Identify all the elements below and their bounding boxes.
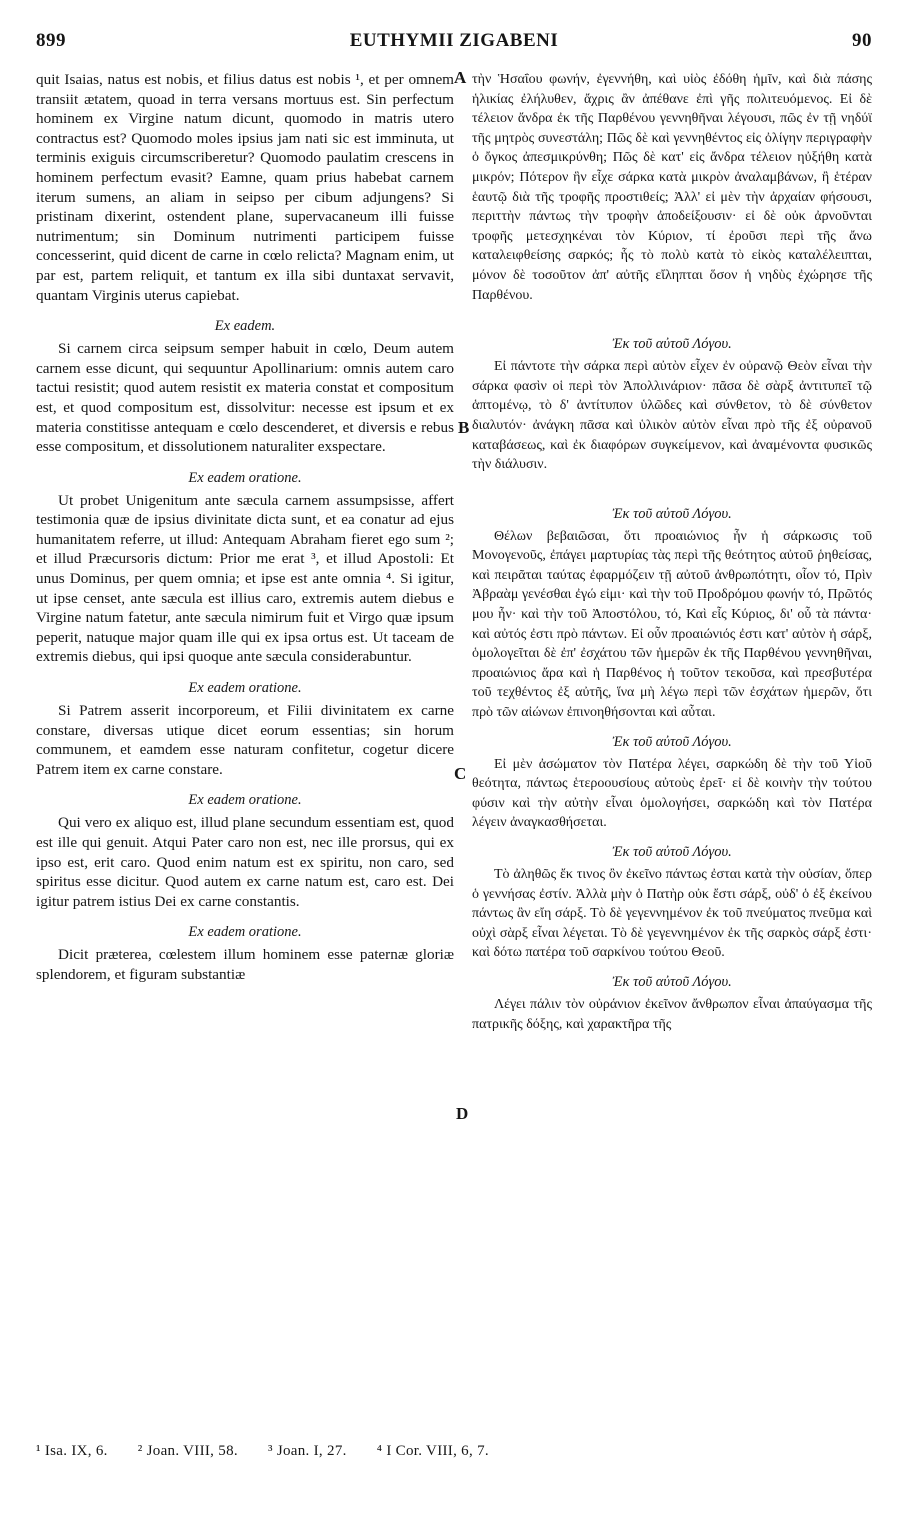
greek-section-heading: Ἐκ τοῦ αὐτοῦ Λόγου. bbox=[612, 973, 732, 990]
latin-paragraph: Qui vero ex aliquo est, illud plane secundum essentiam est, quod est ille qui genuit. Atqui Pater caro non est, nec ille prorsus, qui ex ipso est, erit caro. Quod enim natum est ex spiritu, non caro, sed spiritus esse dicitur. Quod autem ex carne natum est, caro est. Dei igitur patrem istius Dei ex carne constantis. bbox=[36, 814, 454, 910]
footnote: ¹ Isa. IX, 6. bbox=[36, 1443, 108, 1459]
footnote: ⁴ I Cor. VIII, 6, 7. bbox=[376, 1443, 489, 1459]
latin-section-heading: Ex eadem oratione. bbox=[188, 469, 302, 486]
footnotes bbox=[36, 1443, 872, 1460]
greek-section-heading: Ἐκ τοῦ αὐτοῦ Λόγου. bbox=[612, 336, 732, 353]
greek-paragraph: Λέγει πάλιν τὸν οὐράνιον ἐκεῖνον ἄνθρωπον εἶναι ἀπαύγασμα τῆς πατρικῆς δόξης, καὶ χαρακτῆρα τῆς bbox=[472, 996, 872, 1032]
latin-paragraph: Si Patrem asserit incorporeum, et Filii divinitatem ex carne constare, diversas utique dicet eorum essentias; sin horum communem, et eamdem esse naturam confitetur, cogetur dicere Patrem item ex carne constare. bbox=[36, 702, 454, 778]
latin-section-heading: Ex eadem. bbox=[214, 318, 276, 335]
latin-paragraph: Ut probet Unigenitum ante sæcula carnem assumpsisse, affert testimonia quæ de ipsius divinitate dicta sunt, et ea conatur ad ejus humanitatem referre, ut illud: Antequam Abraham fieret ego sum ²; et illud Præcursoris dictum: Prior me erat ³, et illud Apostoli: Et unus Dominus, per quem omnia; et ipse est ante omnia ⁴. Si igitur, ut ipse censet, ante sæcula est illius caro, extremis autem diebus e Virgine natum fatetur, ante sæcula nimirum fuit et Virgo quæ ipsum peperit, natuque major quam ille qui ex ipsa ortus est. Ut taceam de extremis diebus, qui ipsi quoque ante sæcula considerabuntur. bbox=[36, 491, 454, 666]
page-number-right: 90 bbox=[852, 30, 872, 51]
page-number-left: 899 bbox=[36, 30, 66, 51]
latin-paragraph: Dicit præterea, cœlestem illum hominem esse paternæ gloriæ splendorem, et figuram substantiæ bbox=[36, 946, 454, 983]
page-header bbox=[36, 30, 872, 58]
latin-section-heading: Ex eadem oratione. bbox=[188, 924, 302, 941]
latin-paragraph: Si carnem circa seipsum semper habuit in cœlo, Deum autem carnem esse dicunt, qui sequuntur Apollinarium: omnis autem caro tactui resistit; quod autem resistit ex materia constat et compositum est, et quod compositum est, dissolvitur: necesse est ipsum et ex materia constitisse antequam e cœlo descenderet, et diversis e rebus esse compositum, et dissolutionem naturaliter exspectare. bbox=[36, 340, 454, 456]
margin-marker-d: D bbox=[456, 1104, 469, 1123]
greek-section-heading: Ἐκ τοῦ αὐτοῦ Λόγου. bbox=[612, 844, 732, 860]
spacer bbox=[472, 475, 872, 495]
greek-paragraph: Εἰ μὲν ἀσώματον τὸν Πατέρα λέγει, σαρκώδη δὲ τὴν τοῦ Υἱοῦ θεότητα, πάντως ἑτεροουσίους αὐτοὺς ἐρεῖ· εἰ δὲ κοινὴν τὴν τούτου φύσιν καὶ τὴν αὐτὴν εἶναι ὁμολογήσει, σαρκώδη καὶ τὸν Πατέρα λέγειν ἀναγκασθήσεται. bbox=[472, 756, 872, 831]
greek-section-heading: Ἐκ τοῦ αὐτοῦ Λόγου. bbox=[612, 505, 732, 522]
latin-column bbox=[36, 70, 454, 1410]
greek-paragraph: Εἰ πάντοτε τὴν σάρκα περὶ αὐτὸν εἶχεν ἐν οὐρανῷ Θεὸν εἶναι τὴν σάρκα φασὶν οἱ περὶ τὸν Ἀπολλινάριον· πᾶσα δὲ σὰρξ ἀντιτυπεῖ τῷ ἁπτομένῳ, τὸ δ' ἀντίτυπον ὑλῶδες καὶ σύνθετον, τὸ δὲ σύνθετον διαλυτόν· ἀνάγκη πᾶσα καὶ ὑλικὸν αὐτὸν εἶναι πρὸ τῆς ἐξ οὐρανοῦ καταβάσεως, καὶ ἐκ διαφόρων συγκείμενον, καὶ ἀναμένοντα φυσικῶς τὴν διάλυσιν. bbox=[472, 359, 872, 473]
greek-paragraph: Τὸ ἀληθῶς ἔκ τινος ὂν ἐκεῖνο πάντως ἐσται κατὰ τὴν οὐσίαν, ὅπερ ὁ γεννήσας ἐστίν. Ἀλλὰ μὴν ὁ Πατὴρ οὐκ ἔστι σάρξ, οὐδ' ὁ ἐξ ἐκείνου πάντως ἂν εἴη σάρξ. Τὸ δὲ γεγεννημένον ἐκ τοῦ πνεύματος πνεῦμα καὶ οὐχὶ σὰρξ εἶναι λέγεται. Τὸ δὲ γεγεννημένον ἐκ τῆς σαρκὸς σάρξ ἐστι· καὶ δότω πατέρα τοῦ σαρκίνου τούτου Θεοῦ. bbox=[472, 867, 872, 961]
spacer bbox=[472, 305, 872, 325]
latin-section-heading: Ex eadem oratione. bbox=[188, 680, 302, 697]
latin-section-heading: Ex eadem oratione. bbox=[188, 792, 302, 809]
footnote: ² Joan. VIII, 58. bbox=[137, 1443, 238, 1459]
greek-paragraph: Θέλων βεβαιῶσαι, ὅτι προαιώνιος ἦν ἡ σάρκωσις τοῦ Μονογενοῦς, ἐπάγει μαρτυρίας τὰς περὶ τῆς θεότητος αὐτοῦ ῥηθείσας, καὶ πειρᾶται ταύτας ἐφαρμόζειν τῇ αὐτοῦ ἀνθρωπότητι, οἷον τό, Πρὶν Ἀβραὰμ γενέσθαι ἐγώ εἰμι· καὶ τὴν τοῦ Προδρόμου φωνήν τό, Πρῶτός μου ἦν· καὶ τὴν τοῦ Ἀποστόλου, τό, Καὶ εἷς Κύριος, δι' οὗ τὰ πάντα· καὶ αὐτός ἐστι πρὸ πάντων. Εἰ οὖν προαιώνιός ἐστι κατ' αὐτὸν ἡ σάρξ, ὁμολογεῖται δὲ ἐπ' ἐσχάτου τῶν ἡμερῶν ἐκ τῆς Παρθένου γεννηθῆναι, προαιώνιος ἄρα καὶ ἡ Παρθένος ἡ τοῦτον τεκοῦσα, καὶ πρεσβυτέρα τοῦ τεχθέντος ἐξ αὐτῆς, ἵνα μὴ λέγω περὶ τῶν ἐσχάτων ἡμερῶν, ὅτι πρὸ τῶν αἰώνων ἐπινοηθήσονται καὶ αὗται. bbox=[472, 528, 872, 721]
greek-section-heading: Ἐκ τοῦ αὐτοῦ Λόγου. bbox=[612, 733, 732, 750]
greek-column bbox=[472, 70, 872, 1410]
latin-paragraph: quit Isaias, natus est nobis, et filius datus est nobis ¹, et per omnem transiit ætatem, quoad in terra versans mortuus est. Sin perfectum hominem ex Virgine natum dicunt, quomodo in matris utero contractus est? Quomodo moles ipsius jam nati sic est imminuta, ut terminis exiguis circumscriberetur? Quomodo paulatim crescens in hominem perfectum evasit? Eamne, quam prius habebat carnem iterum sumens, an aliam in seipso per cibum adjungens? Si pristinam dixerint, ostendent plane, supervacaneum illi fuisse nutrimentum; sin Dominum nutrimenti participem fuisse concesserint, quid dicent de carne in cœlo relicta? Magnam enim, ut par est, partem reliquit, et tantum ex illa sibi duntaxat servavit, quantam Virginis uterus capiebat. bbox=[36, 71, 454, 304]
margin-marker-c: C bbox=[454, 764, 467, 783]
margin-marker-a: A bbox=[454, 68, 467, 87]
greek-paragraph: τὴν Ἡσαΐου φωνήν, ἐγεννήθη, καὶ υἱὸς ἐδόθη ἡμῖν, καὶ διὰ πάσης ἡλικίας ἐλήλυθεν, ἄχρις ἂν ἀπέθανε ἐπὶ γῆς πολιτευόμενος. Εἰ δὲ τέλειον ἄνδρα ἐκ τῆς Παρθένου γεννηθῆναι λέγουσι, πῶς ἐν τῇ νηδύϊ τῆς μητρὸς συνεστάλη; Πῶς δὲ καὶ γεννηθέντος εἰς ὀλίγην περιγραφὴν ὁ ὄγκος ἀπεσμικρύνθη; Πῶς δὲ κατ' εἰς ἄνδρα τέλειον ηὐξήθη κατὰ μικρόν; Πότερον ἣν εἶχε σάρκα κατὰ μικρὸν ἀναλαμβάνων, ἢ ἑτέραν ἑαυτῷ διὰ τῆς τροφῆς προστιθείς; Ἀλλ' εἰ μὲν τὴν ἀρχαίαν φήσουσι, περιττὴν πάντως τὴν τροφὴν ἀποδείξουσιν· εἰ δὲ οὐκ ἀρνοῦνται τροφῆς μετεσχηκέναι τὸν Κύριον, τί ἐροῦσι περὶ τῆς ἄνω καταλειφθείσης σαρκός; ἧς τὸ πολὺ κατὰ τὸ εἰκὸς καταλέλειπται, μόνον δὲ τοσοῦτον ἀπ' αὐτῆς εἴληπται ὅσον ἡ νηδὺς ἐχώρησε τῆς Παρθένου. bbox=[472, 72, 872, 303]
margin-marker-b: B bbox=[458, 418, 470, 437]
footnote: ³ Joan. I, 27. bbox=[267, 1443, 347, 1459]
running-title: EUTHYMII ZIGABENI bbox=[349, 30, 559, 51]
